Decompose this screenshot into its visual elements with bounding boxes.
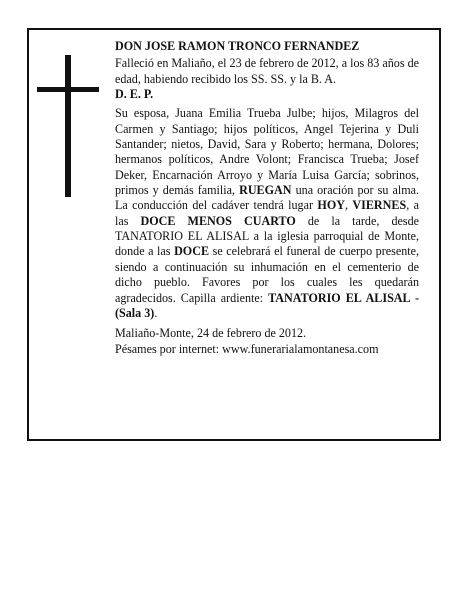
hoy-text: HOY (317, 198, 345, 213)
death-notice: Falleció en Maliaño, el 23 de febrero de 2012, a los 83 años de edad, habiendo recibido los SS. SS. y la B. A. (115, 56, 419, 86)
cross-horizontal-bar (37, 87, 99, 92)
date-line: Maliaño-Monte, 24 de febrero de 2012. (115, 326, 307, 341)
viernes-text: VIERNES (352, 198, 407, 213)
ruegan-text: RUEGAN (239, 183, 292, 198)
funeral-procession-text: una oración por su alma. La conducción del cadáver tendrá lugar (115, 183, 419, 213)
cross-vertical-bar (65, 55, 71, 197)
condolences-line: Pésames por internet: www.funerarialamontanesa.com (115, 341, 379, 356)
route-text: de la tarde, desde TANATORIO EL ALISAL a la iglesia parroquial de Monte, donde a las (115, 213, 419, 259)
period-text: . (154, 305, 158, 320)
comma-text: , (344, 198, 348, 213)
time-prefix-text: , a las (115, 198, 420, 228)
dep-line: D. E. P. (115, 87, 154, 102)
family-list: Su esposa, Juana Emilia Trueba Julbe; hijos, Milagros del Carmen y Santiago; hijos políticos, Angel Tejerina y Duli Santander; nietos, David, Sara y Roberto; hermana, Dolores; hermanos políticos, Andre Volont; Francisca Trueba; Josef Deker, Encarnación Arroyo y María Luisa García; sobrinos, primos y demás familia, (115, 106, 419, 198)
doce-menos-cuarto-text: DOCE MENOS CUARTO (140, 213, 296, 228)
chapel-location-text: TANATORIO EL ALISAL - (Sala 3) (115, 290, 419, 320)
deceased-name: DON JOSE RAMON TRONCO FERNANDEZ (115, 39, 360, 53)
doce-text: DOCE (174, 244, 210, 259)
obituary-text (115, 39, 419, 357)
cross-icon (37, 55, 99, 197)
funeral-details-text: se celebrará el funeral de cuerpo presente, siendo a continuación su inhumación en el cementerio de dicho pueblo. Favores por los cuales les quedarán agradecidos. Capilla ardiente: (115, 244, 420, 305)
family-paragraph (115, 106, 419, 321)
